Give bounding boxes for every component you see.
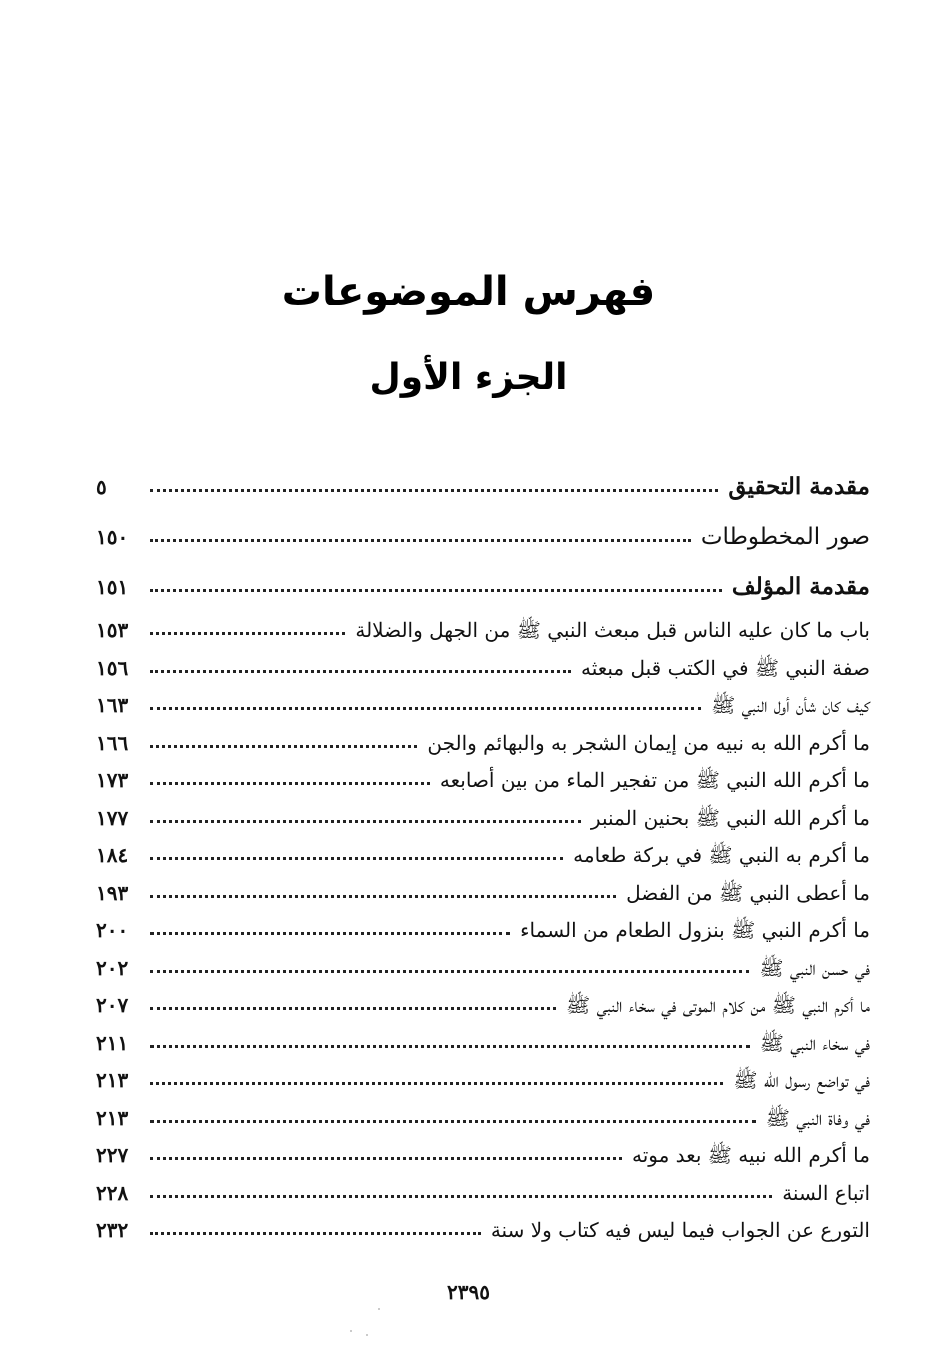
toc-entry-title: ما أكرم الله النبي ﷺ من تفجير الماء من بين أصابعه [439,768,870,792]
toc-leader-dots [150,489,718,492]
toc-entry-page: ٢٢٨ [96,1180,129,1205]
toc-entry-page: ٢٢٧ [96,1143,129,1167]
table-of-contents [96,462,870,1250]
toc-entry [96,1175,870,1213]
toc-entry [96,875,870,913]
toc-entry-title: ما أكرم الله نبيه ﷺ بعد موته [631,1143,870,1167]
scan-speck [350,1330,352,1332]
toc-entry [96,612,870,650]
toc-entry-page: ١٥٦ [96,655,129,680]
toc-entry-page: ٢١٣ [96,1068,129,1092]
scan-speck [366,1334,368,1336]
toc-entry-page: ١٥٣ [96,618,129,642]
toc-entry-page: ١٦٣ [96,693,129,717]
toc-entry [96,512,870,562]
toc-entry-page: ٢٠٧ [96,993,129,1017]
toc-leader-dots [150,1157,622,1160]
toc-entry-title: في وفاة النبي ﷺ [765,1105,870,1130]
toc-entry-page: ٢١٣ [96,1105,129,1130]
toc-entry [96,762,870,800]
toc-entry-title: ما أكرم الله به نبيه من إيمان الشجر به والبهائم والجن [427,730,870,755]
index-title: فهرس الموضوعات [281,269,656,315]
toc-entry-title: اتباع السنة [782,1180,870,1205]
toc-entry-page: ٢٠٠ [96,918,129,942]
toc-entry-title: التورع عن الجواب فيما ليس فيه كتاب ولا سنة [490,1218,870,1242]
toc-entry [96,800,870,838]
toc-leader-dots [150,1045,750,1048]
toc-entry [96,687,870,725]
toc-entry [96,912,870,950]
toc-entry-page: ١٩٣ [96,880,129,905]
toc-leader-dots [150,589,722,592]
toc-leader-dots [150,820,581,823]
scan-speck [378,1308,380,1310]
toc-entry [96,1025,870,1063]
toc-entry-page: ١٨٤ [96,843,129,867]
toc-entry [96,1100,870,1138]
toc-entry [96,837,870,875]
toc-entry-title: ما أكرم الله النبي ﷺ بحنين المنبر [590,805,870,830]
toc-entry [96,950,870,988]
toc-entry [96,650,870,688]
toc-entry-title: كيف كان شأن أول النبي ﷺ [711,693,870,717]
toc-entry [96,562,870,612]
toc-leader-dots [150,895,616,898]
toc-entry-page: ٢٠٢ [96,955,129,980]
toc-entry-page: ١٥١ [96,575,129,599]
toc-entry-title: صور المخطوطات [700,524,870,550]
toc-entry [96,1212,870,1250]
toc-entry [96,1137,870,1175]
toc-leader-dots [150,1007,556,1010]
toc-entry-title: ما أكرم النبي ﷺ من كلام الموتى في سخاء النبي ﷺ [566,993,870,1017]
toc-leader-dots [150,1232,481,1235]
toc-leader-dots [150,539,691,542]
toc-leader-dots [150,707,701,710]
toc-leader-dots [150,970,749,973]
toc-leader-dots [150,932,510,935]
toc-leader-dots [150,632,345,635]
page-number: ٢٣٩٥ [447,1280,490,1304]
toc-entry-title: في حسن النبي ﷺ [759,955,870,980]
toc-entry [96,987,870,1025]
toc-entry [96,462,870,512]
toc-leader-dots [150,1120,756,1123]
toc-leader-dots [150,1195,772,1198]
toc-entry-page: ٢٣٢ [96,1218,129,1242]
toc-entry-page: ١٦٦ [96,730,129,755]
toc-leader-dots [150,857,563,860]
toc-entry-title: في تواضع رسول الله ﷺ [733,1068,870,1092]
toc-entry-title: ما أكرم النبي ﷺ بنزول الطعام من السماء [520,918,870,942]
toc-entry-title: ما أعطى النبي ﷺ من الفضل [626,880,870,905]
toc-entry-title: في سخاء النبي ﷺ [759,1030,870,1055]
toc-entry-page: ١٧٧ [96,805,129,830]
toc-entry-title: صفة النبي ﷺ في الكتب قبل مبعثه [580,655,870,680]
toc-entry [96,725,870,763]
toc-entry-title: مقدمة التحقيق [728,473,870,500]
toc-entry-title: مقدمة المؤلف [731,573,870,600]
toc-entry-page: ٥ [96,475,107,499]
toc-leader-dots [150,670,571,673]
volume-title: الجزء الأول [369,357,568,398]
toc-entry-page: ١٧٣ [96,768,129,792]
toc-entry-page: ١٥٠ [96,525,129,549]
toc-leader-dots [150,782,430,785]
toc-leader-dots [150,1082,723,1085]
toc-entry-title: ما أكرم به النبي ﷺ في بركة طعامه [573,843,870,867]
toc-entry [96,1062,870,1100]
toc-leader-dots [150,745,417,748]
toc-entry-page: ٢١١ [96,1030,129,1055]
toc-entry-title: باب ما كان عليه الناس قبل مبعث النبي ﷺ من الجهل والضلالة [355,618,870,642]
